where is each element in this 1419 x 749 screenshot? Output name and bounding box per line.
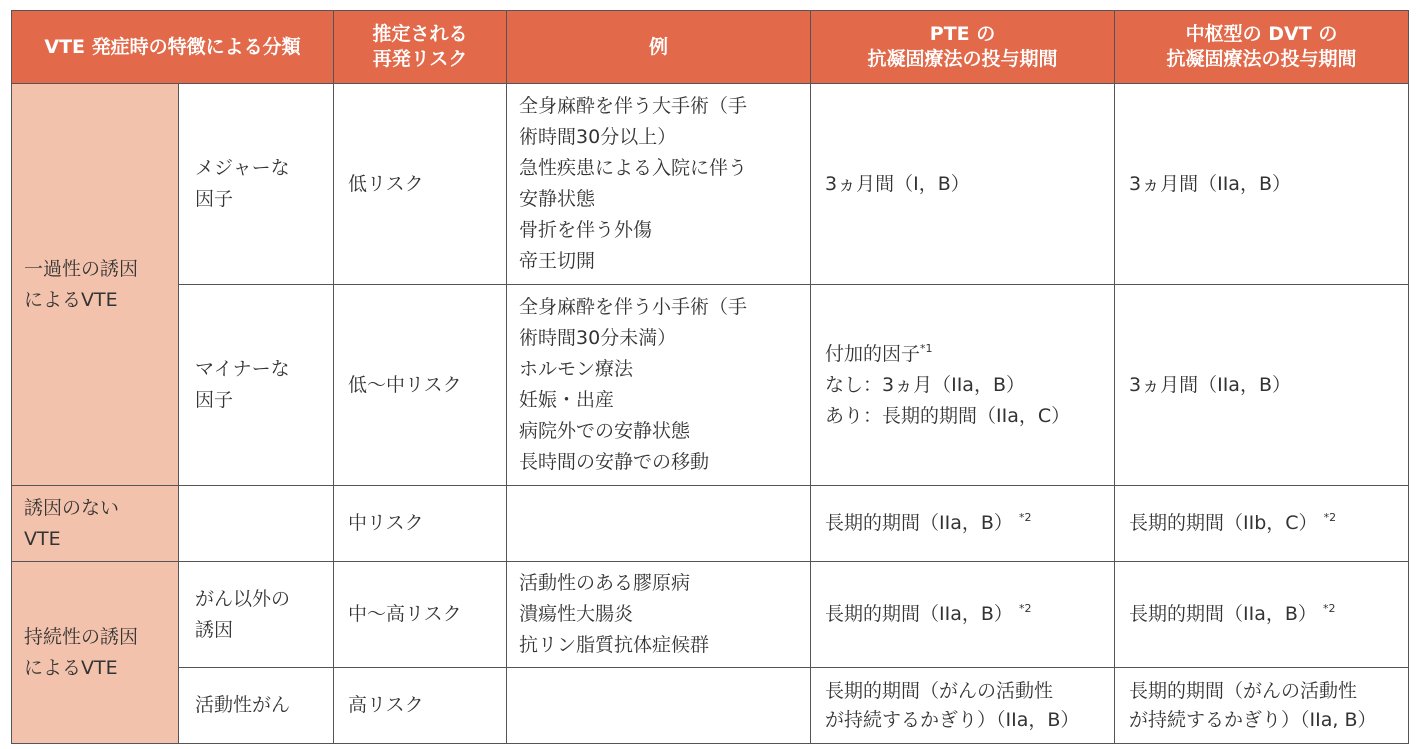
footnote-mark: *2 — [1018, 511, 1032, 524]
risk-high: 高リスク — [334, 668, 507, 744]
pte-noncancer: 長期的期間（IIa，B） $^{*2}$ — [811, 562, 1115, 668]
category-transient: 一過性の誘因 によるVTE — [12, 84, 179, 486]
examples-unprovoked-empty — [507, 486, 811, 562]
pte-minor — [811, 285, 1115, 486]
category-persistent: 持続性の誘因 によるVTE — [12, 562, 179, 744]
dvt-minor: 3ヵ月間（IIa，B） — [1115, 285, 1409, 486]
pte-minor-line3: あり：長期的期間（IIa，C） — [825, 404, 1071, 427]
factor-unprovoked-empty — [179, 486, 334, 562]
examples-noncancer: 活動性のある膠原病 潰瘍性大腸炎 抗リン脂質抗体症候群 — [507, 562, 811, 668]
risk-medium-high: 中〜高リスク — [334, 562, 507, 668]
examples-minor: 全身麻酔を伴う小手術（手 術時間30分未満） ホルモン療法 妊娠・出産 病院外での安静状態 長時間の安静での移動 — [507, 285, 811, 486]
table-row-minor-factor — [12, 285, 1409, 486]
risk-low: 低リスク — [334, 84, 507, 285]
header-classification: VTE 発症時の特徴による分類 — [12, 11, 334, 84]
vte-treatment-table — [11, 10, 1409, 744]
footnote-mark: *2 — [1322, 602, 1336, 615]
factor-major: メジャーな 因子 — [179, 84, 334, 285]
dvt-active-cancer: 長期的期間（がんの活動性 が持続するかぎり）（IIa, B） — [1115, 668, 1409, 744]
risk-medium: 中リスク — [334, 486, 507, 562]
pte-minor-line2: なし：3ヵ月（IIa，B） — [825, 373, 1025, 396]
dvt-major: 3ヵ月間（IIa，B） — [1115, 84, 1409, 285]
examples-major: 全身麻酔を伴う大手術（手 術時間30分以上） 急性疾患による入院に伴う 安静状態 骨折を伴う外傷 帝王切開 — [507, 84, 811, 285]
dvt-noncancer: 長期的期間（IIa，B） $^{*2}$ — [1115, 562, 1409, 668]
table-row-unprovoked — [12, 486, 1409, 562]
pte-unprovoked: 長期的期間（IIa，B） $^{*2}$ — [811, 486, 1115, 562]
dvt-unprovoked: 長期的期間（IIb，C） $^{*2}$ — [1115, 486, 1409, 562]
header-row — [12, 11, 1409, 84]
table-row-persistent-noncancer — [12, 562, 1409, 668]
header-dvt-duration: 中枢型の DVT の 抗凝固療法の投与期間 — [1115, 11, 1409, 84]
examples-active-cancer-empty — [507, 668, 811, 744]
footnote-mark: *2 — [1323, 511, 1337, 524]
pte-minor-line1: 付加的因子 — [825, 342, 921, 365]
pte-active-cancer: 長期的期間（がんの活動性 が持続するかぎり）（IIa，B） — [811, 668, 1115, 744]
footnote-mark: *2 — [1018, 602, 1032, 615]
table-row-active-cancer — [12, 668, 1409, 744]
header-risk: 推定される 再発リスク — [334, 11, 507, 84]
header-examples: 例 — [507, 11, 811, 84]
risk-low-medium: 低〜中リスク — [334, 285, 507, 486]
factor-active-cancer: 活動性がん — [179, 668, 334, 744]
category-unprovoked: 誘因のない VTE — [12, 486, 179, 562]
footnote-mark: *1 — [920, 341, 933, 355]
factor-noncancer: がん以外の 誘因 — [179, 562, 334, 668]
header-pte-duration: PTE の 抗凝固療法の投与期間 — [811, 11, 1115, 84]
table-row-major-factor — [12, 84, 1409, 285]
factor-minor: マイナーな 因子 — [179, 285, 334, 486]
pte-major: 3ヵ月間（I，B） — [811, 84, 1115, 285]
